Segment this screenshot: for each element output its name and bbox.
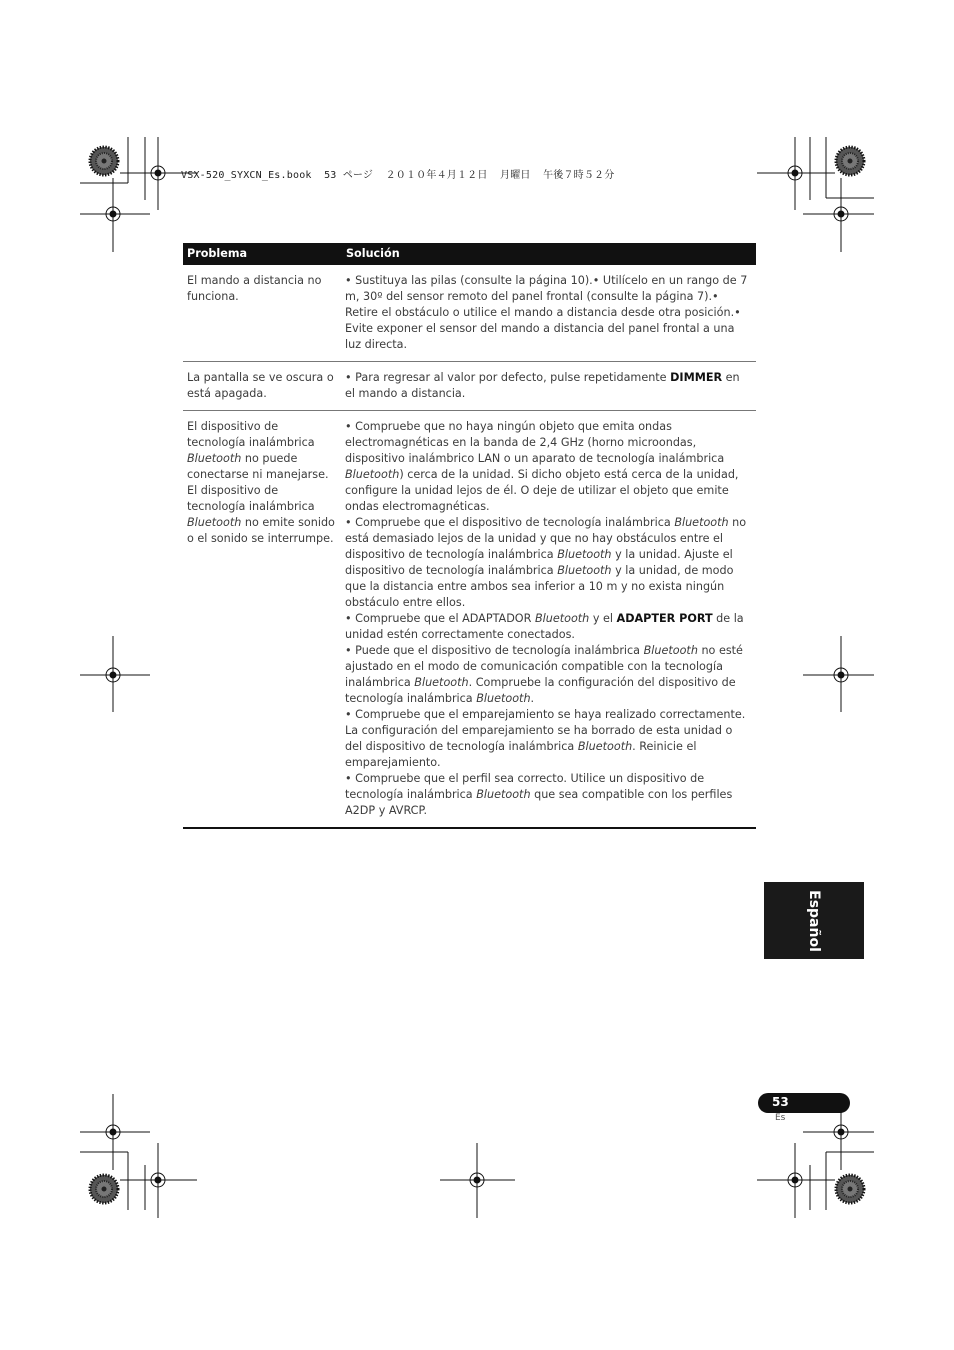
problem-cell: [183, 265, 342, 362]
column-header-problema: Problema: [183, 243, 342, 265]
italic-term: Bluetooth: [534, 612, 590, 625]
text-run: • Compruebe que el ADAPTADOR: [345, 612, 535, 625]
text-run: • Puede que el dispositivo de tecnología inalámbrica: [345, 644, 644, 657]
column-header-solucion: Solución: [342, 243, 756, 265]
italic-term: Bluetooth: [476, 692, 531, 705]
solution-cell: [342, 265, 756, 362]
spoked-registration-icon: [836, 147, 864, 175]
text-run: • Utilícelo en un rango de 7 m, 30º del sensor remoto del panel frontal (consulte la página 7).: [345, 274, 748, 303]
crosshair-registration-icon: [120, 1143, 197, 1218]
text-run: . Reinicie el emparejamiento.: [345, 740, 697, 769]
book-file-header: VSX-520_SYXCN_Es.book 53 ページ ２０１０年４月１２日 月曜日 午後７時５２分: [181, 170, 615, 181]
bold-term: ADAPTER PORT: [616, 612, 713, 625]
page-language-code: Es: [775, 1113, 786, 1123]
solution-cell: [342, 411, 756, 829]
italic-term: Bluetooth: [643, 644, 698, 657]
italic-term: Bluetooth: [476, 788, 531, 801]
italic-term: Bluetooth: [187, 516, 242, 529]
text-run: no esté ajustado en el modo de comunicación compatible con la tecnología inalámbrica: [345, 644, 743, 689]
text-run: ) cerca de la unidad. Si dicho objeto está cerca de la unidad, configure la unidad lejos de él. O deje de utilizar el objeto que emite ondas electromagnéticas.: [345, 468, 739, 513]
crosshair-registration-icon: [440, 1143, 515, 1218]
crosshair-registration-icon: [803, 178, 874, 252]
text-run: de la unidad estén correctamente conectados.: [345, 612, 744, 641]
text-run: en el mando a distancia.: [345, 371, 740, 400]
problem-cell: [183, 411, 342, 829]
italic-term: Bluetooth: [557, 548, 612, 561]
troubleshooting-table: [183, 243, 756, 829]
text-run: no puede conectarse ni manejarse. El dispositivo de tecnología inalámbrica: [187, 452, 329, 513]
crosshair-registration-icon: [80, 636, 150, 712]
crosshair-registration-icon: [757, 1143, 835, 1218]
spoked-registration-icon: [90, 147, 118, 175]
text-run: y la unidad. Ajuste el dispositivo de tecnología inalámbrica: [345, 548, 733, 577]
italic-term: Bluetooth: [187, 452, 242, 465]
text-run: que sea compatible con los perfiles A2DP y AVRCP.: [345, 788, 733, 817]
italic-term: Bluetooth: [414, 676, 469, 689]
language-side-tab: [764, 882, 864, 959]
text-run: • Retire el obstáculo o utilice el mando a distancia desde otra posición.: [345, 290, 735, 319]
page-number-badge: [758, 1093, 850, 1113]
problem-cell: [183, 362, 342, 411]
spoked-registration-icon: [836, 1175, 864, 1203]
text-run: • Compruebe que el perfil sea correcto. Utilice un dispositivo de tecnología inalámbrica: [345, 772, 705, 801]
table-row: [183, 411, 756, 829]
text-run: • Compruebe que el dispositivo de tecnología inalámbrica: [345, 516, 675, 529]
text-run: El dispositivo de tecnología inalámbrica: [187, 420, 315, 449]
table-header-row: [183, 243, 756, 265]
text-run: • Compruebe que el emparejamiento se haya realizado correctamente. La configuración del emparejamiento se ha borrado de esta unidad o del dispositivo de tecnología inalámbrica: [345, 708, 746, 753]
text-run: • Evite exponer el sensor del mando a distancia del panel frontal a una luz directa.: [345, 306, 741, 351]
solution-cell: [342, 362, 756, 411]
crosshair-registration-icon: [80, 1094, 150, 1170]
italic-term: Bluetooth: [557, 564, 612, 577]
table-row: [183, 362, 756, 411]
italic-term: Bluetooth: [345, 468, 400, 481]
crosshair-registration-icon: [803, 636, 874, 712]
spoked-registration-icon: [90, 1175, 118, 1203]
table-row: [183, 265, 756, 362]
page-number: 53: [772, 1095, 789, 1109]
crosshair-registration-icon: [757, 137, 835, 210]
bold-term: DIMMER: [670, 371, 723, 384]
text-run: no está demasiado lejos de la unidad y que no hay obstáculos entre el dispositivo de tecnología inalámbrica: [345, 516, 747, 561]
text-run: • Para regresar al valor por defecto, pulse repetidamente: [345, 371, 671, 384]
text-run: El mando a distancia no funciona.: [187, 274, 322, 303]
text-run: . Compruebe la configuración del dispositivo de tecnología inalámbrica: [345, 676, 736, 705]
text-run: • Compruebe que no haya ningún objeto que emita ondas electromagnéticas en la banda de 2,4 GHz (horno microondas, dispositivo inalámbrico LAN o un aparato de tecnología inalámbrica: [345, 420, 725, 465]
italic-term: Bluetooth: [577, 740, 633, 753]
text-run: y la unidad, de modo que la distancia entre ambos sea inferior a 10 m y no exista ningún obstáculo entre ellos.: [345, 564, 734, 609]
text-run: no emite sonido o el sonido se interrumpe.: [187, 516, 335, 545]
crosshair-registration-icon: [80, 178, 150, 252]
text-run: • Sustituya las pilas (consulte la página 10).: [345, 274, 593, 287]
text-run: La pantalla se ve oscura o está apagada.: [187, 371, 334, 400]
text-run: y el: [589, 612, 617, 625]
italic-term: Bluetooth: [674, 516, 729, 529]
text-run: .: [530, 692, 535, 705]
language-tab-label: Español: [806, 889, 822, 952]
